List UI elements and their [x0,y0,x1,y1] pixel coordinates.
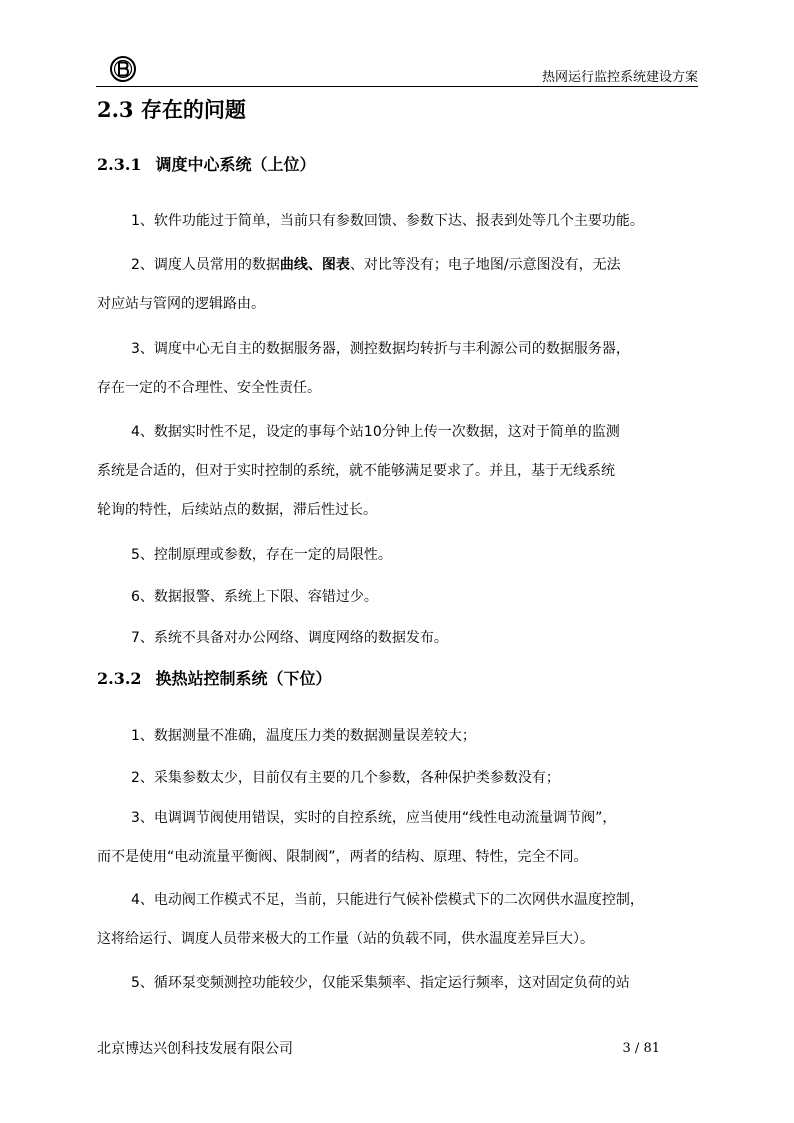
list-item: 3、电调调节阀使用错误，实时的自控系统，应当使用“线性电动流量调节阀”， 而不是使用“电动流量平衡阀、限制阀”，两者的结构、原理、特性，完全不同。 [97,810,617,865]
section-title: 存在的问题 [140,97,246,122]
list-item: 7、系统不具备对办公网络、调度网络的数据发布。 [131,630,448,646]
company-logo-icon [110,56,136,82]
list-item: 5、控制原理或参数，存在一定的局限性。 [131,547,392,563]
subsection-heading-2 [97,668,332,690]
footer-page-number: 3 / 81 [622,1041,660,1056]
section-number: 2.3 [97,97,134,122]
subsection-title: 调度中心系统（上位） [155,155,316,174]
list-item: 2、调度人员常用的数据曲线、图表、对比等没有；电子地图/示意图没有，无法 对应站与管网的逻辑路由。 [97,257,621,312]
header-title: 热网运行监控系统建设方案 [541,70,698,85]
subsection-number: 2.3.2 [97,669,142,688]
list-item: 2、采集参数太少，目前仅有主要的几个参数，各种保护类参数没有； [131,770,560,786]
subsection-number: 2.3.1 [97,155,142,174]
subsection-title: 换热站控制系统（下位） [155,669,332,688]
header-divider [96,86,698,87]
list-item: 5、循环泵变频测控功能较少，仅能采集频率、指定运行频率，这对固定负荷的站 [131,975,630,991]
section-heading [97,96,246,124]
subsection-heading-1 [97,154,316,176]
list-item: 4、电动阀工作模式不足，当前，只能进行气候补偿模式下的二次网供水温度控制， 这将给运行、调度人员带来极大的工作量（站的负载不同，供水温度差异巨大）。 [97,892,644,947]
list-item: 3、调度中心无自主的数据服务器，测控数据均转折与丰利源公司的数据服务器， 存在一定的不合理性、安全性责任。 [97,341,630,396]
list-item: 1、数据测量不准确，温度压力类的数据测量误差较大； [131,728,476,744]
list-item: 6、数据报警、系统上下限、容错过少。 [131,589,378,605]
footer-company: 北京博达兴创科技发展有限公司 [97,1041,293,1057]
list-item: 1、软件功能过于简单，当前只有参数回馈、参数下达、报表到处等几个主要功能。 [131,213,644,229]
list-item: 4、数据实时性不足，设定的事每个站10分钟上传一次数据，这对于简单的监测 系统是合适的，但对于实时控制的系统，就不能够满足要求了。并且，基于无线系统 轮询的特性，后续站点的数据，滞后性过长。 [97,424,620,518]
